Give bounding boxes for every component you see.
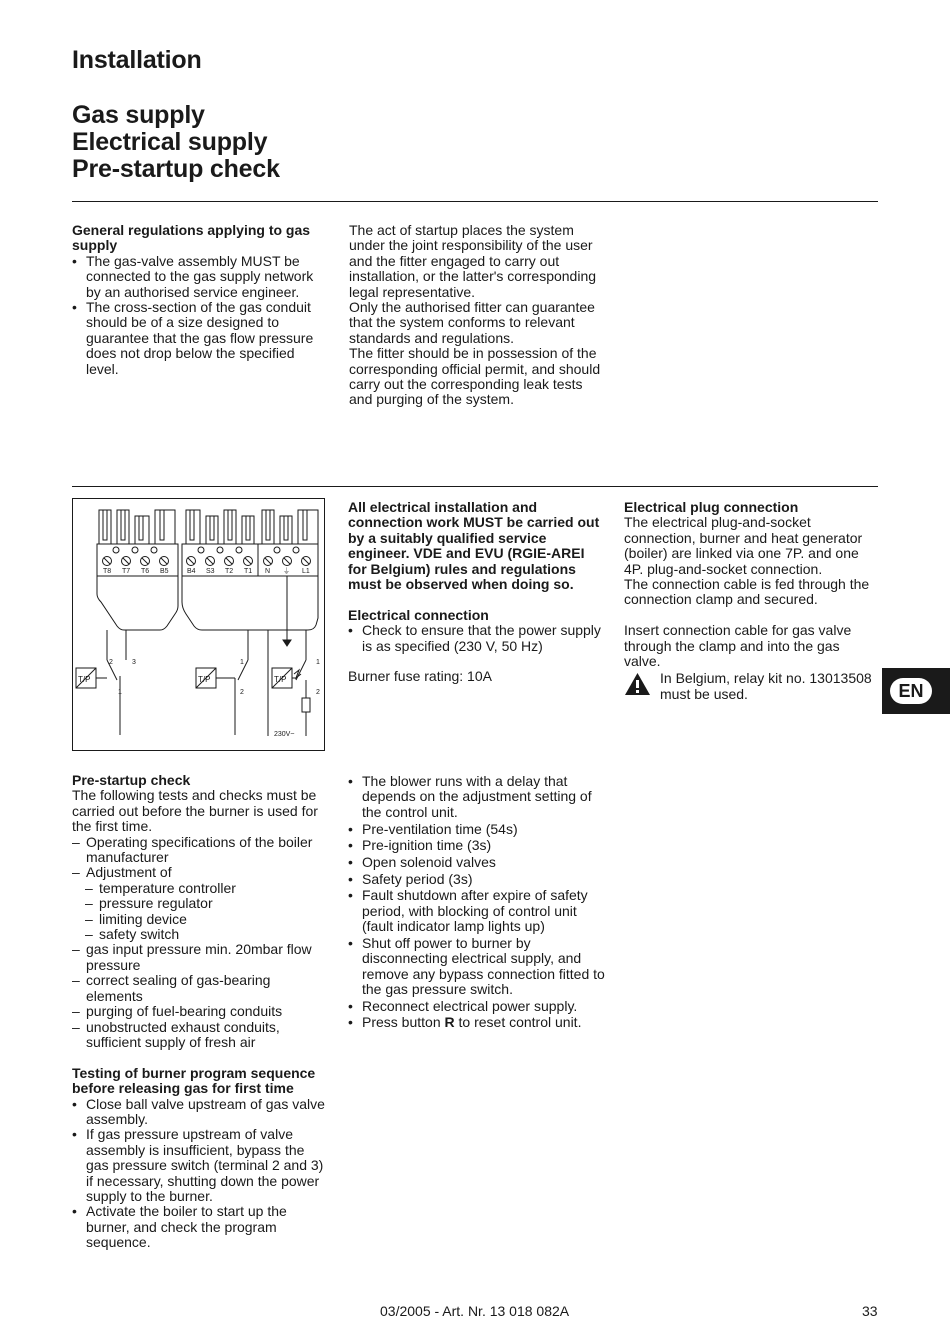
gas-bullet: • The cross-section of the gas conduit should be of a size designed to guarantee that the gas flow pressure does not drop below the specified level.: [72, 300, 330, 377]
section-title: Installation: [72, 46, 202, 74]
startup-text: The act of startup places the system under the joint responsibility of the user and the fitter engaged to carry out installation, or the latter's corresponding legal representative.: [349, 222, 597, 300]
page-number: 33: [862, 1303, 878, 1319]
plug-heading: Electrical plug connection: [624, 499, 799, 515]
reset-button-label: R: [444, 1014, 455, 1031]
prestartup-intro: The following tests and checks must be carried out before the burner is used for the first time.: [72, 787, 318, 835]
plug-text: Insert connection cable for gas valve through the clamp and into the gas valve.: [624, 622, 852, 670]
wire-number: 2: [109, 659, 113, 666]
tp-symbol: T/P: [198, 675, 211, 684]
check-subitem: – temperature controller: [72, 881, 330, 896]
startup-responsibility: [349, 223, 607, 408]
sequence-bullet: • Safety period (3s): [348, 872, 606, 887]
prestartup-check: [72, 773, 330, 1251]
terminal-label: N: [265, 568, 271, 575]
page-title-prestartup: Pre-startup check: [72, 155, 280, 183]
terminal-label: T7: [122, 568, 131, 575]
tp-symbol: T/P: [274, 675, 287, 684]
wire-number: 3: [132, 659, 136, 666]
voltage-label: 230V~: [274, 731, 295, 738]
testing-bullet: • Activate the boiler to start up the burner, and check the program sequence.: [72, 1204, 330, 1250]
sequence-bullet: • The blower runs with a delay that depends on the adjustment setting of the control unit.: [348, 774, 606, 820]
wire-number: 1: [240, 659, 244, 666]
gas-regulations: [72, 223, 330, 377]
check-item: – Adjustment of: [72, 865, 330, 880]
testing-heading: Testing of burner program sequence before releasing gas for first time: [72, 1064, 316, 1097]
wire-number: 2: [240, 689, 244, 696]
terminal-label: T2: [225, 568, 234, 575]
check-item: – gas input pressure min. 20mbar flow pressure: [72, 942, 330, 973]
terminal-label: T6: [141, 568, 150, 575]
terminal-label: B4: [187, 568, 196, 575]
plug-connection: [624, 500, 880, 702]
check-item: – Operating specifications of the boiler manufacturer: [72, 835, 330, 866]
check-item: – purging of fuel-bearing conduits: [72, 1004, 330, 1019]
language-label: EN: [890, 678, 932, 704]
check-item: – correct sealing of gas-bearing elements: [72, 973, 330, 1004]
wiring-diagram: [72, 498, 325, 751]
language-tab: [882, 668, 950, 714]
fitter-text: Only the authorised fitter can guarantee that the system conforms to relevant standards and regulations.: [349, 299, 595, 346]
wire-number: 2: [316, 689, 320, 696]
check-item: – unobstructed exhaust conduits, sufficient supply of fresh air: [72, 1020, 330, 1051]
check-subitem: – pressure regulator: [72, 896, 330, 911]
electrical-warning: All electrical installation and connection work MUST be carried out by a suitably qualified service engineer. VDE and EVU (RGIE-AREI for Belgium) rules and regulations must be observed when doing so.: [348, 499, 600, 593]
sequence-bullet: • Shut off power to burner by disconnecting electrical supply, and remove any bypass connection fitted to the gas pressure switch.: [348, 936, 606, 998]
gas-bullet: • The gas-valve assembly MUST be connected to the gas supply network by an authorised service engineer.: [72, 254, 330, 300]
tp-symbol: T/P: [78, 675, 91, 684]
terminal-label: B5: [160, 568, 169, 575]
terminal-label: ⏚: [283, 568, 290, 575]
prestartup-heading: Pre-startup check: [72, 772, 191, 788]
warning-icon: [624, 672, 651, 699]
wire-number: 1: [316, 659, 320, 666]
divider-middle: [72, 486, 878, 487]
reset-text-prefix: Press button: [362, 1014, 445, 1031]
terminal-label: L1: [302, 568, 310, 575]
sequence-bullet: • Fault shutdown after expire of safety period, with blocking of control unit (fault indicator lamp lights up): [348, 888, 606, 934]
terminal-label: S3: [206, 568, 215, 575]
wire-number: 1: [118, 689, 122, 696]
gas-heading: General regulations applying to gas supply: [72, 222, 311, 254]
belgium-text: In Belgium, relay kit no. 13013508 must be used.: [660, 670, 872, 702]
reset-text-suffix: to reset control unit.: [454, 1014, 582, 1031]
sequence-bullet: • Open solenoid valves: [348, 855, 606, 870]
belgium-note: [624, 671, 880, 702]
sequence-bullet-reset: [348, 1015, 606, 1030]
divider-top: [72, 201, 878, 202]
check-subitem: – safety switch: [72, 927, 330, 942]
electrical-connection: [348, 500, 606, 685]
article-number: 03/2005 - Art. Nr. 13 018 082A: [380, 1303, 570, 1319]
terminal-label: T1: [244, 568, 253, 575]
testing-bullet: • If gas pressure upstream of valve assembly is insufficient, bypass the gas pressure switch (terminal 2 and 3) if necessary, shutting down the power supply to the burner.: [72, 1127, 330, 1204]
sequence-bullet: • Pre-ignition time (3s): [348, 838, 606, 853]
connection-heading: Electrical connection: [348, 606, 489, 623]
sequence-bullet: • Reconnect electrical power supply.: [348, 999, 606, 1014]
sequence-bullet: • Pre-ventilation time (54s): [348, 822, 606, 837]
plug-text: The electrical plug-and-socket connection, burner and heat generator (boiler) are linked via one 7P. and one 4P. plug-and-socket connection.: [624, 514, 863, 577]
program-sequence: [348, 773, 606, 1031]
connection-bullet: • Check to ensure that the power supply is as specified (230 V, 50 Hz): [348, 623, 606, 654]
fitter-text: The fitter should be in possession of the corresponding official permit, and should carry out the corresponding leak tests and purging of the system.: [349, 345, 601, 408]
check-subitem: – limiting device: [72, 912, 330, 927]
terminal-label: T8: [103, 568, 112, 575]
testing-bullet: • Close ball valve upstream of gas valve assembly.: [72, 1097, 330, 1128]
page-title-gas: Gas supply: [72, 101, 205, 129]
plug-text: The connection cable is fed through the connection clamp and secured.: [624, 576, 870, 608]
page-title-electrical: Electrical supply: [72, 128, 268, 156]
fuse-rating: Burner fuse rating: 10A: [348, 668, 492, 685]
